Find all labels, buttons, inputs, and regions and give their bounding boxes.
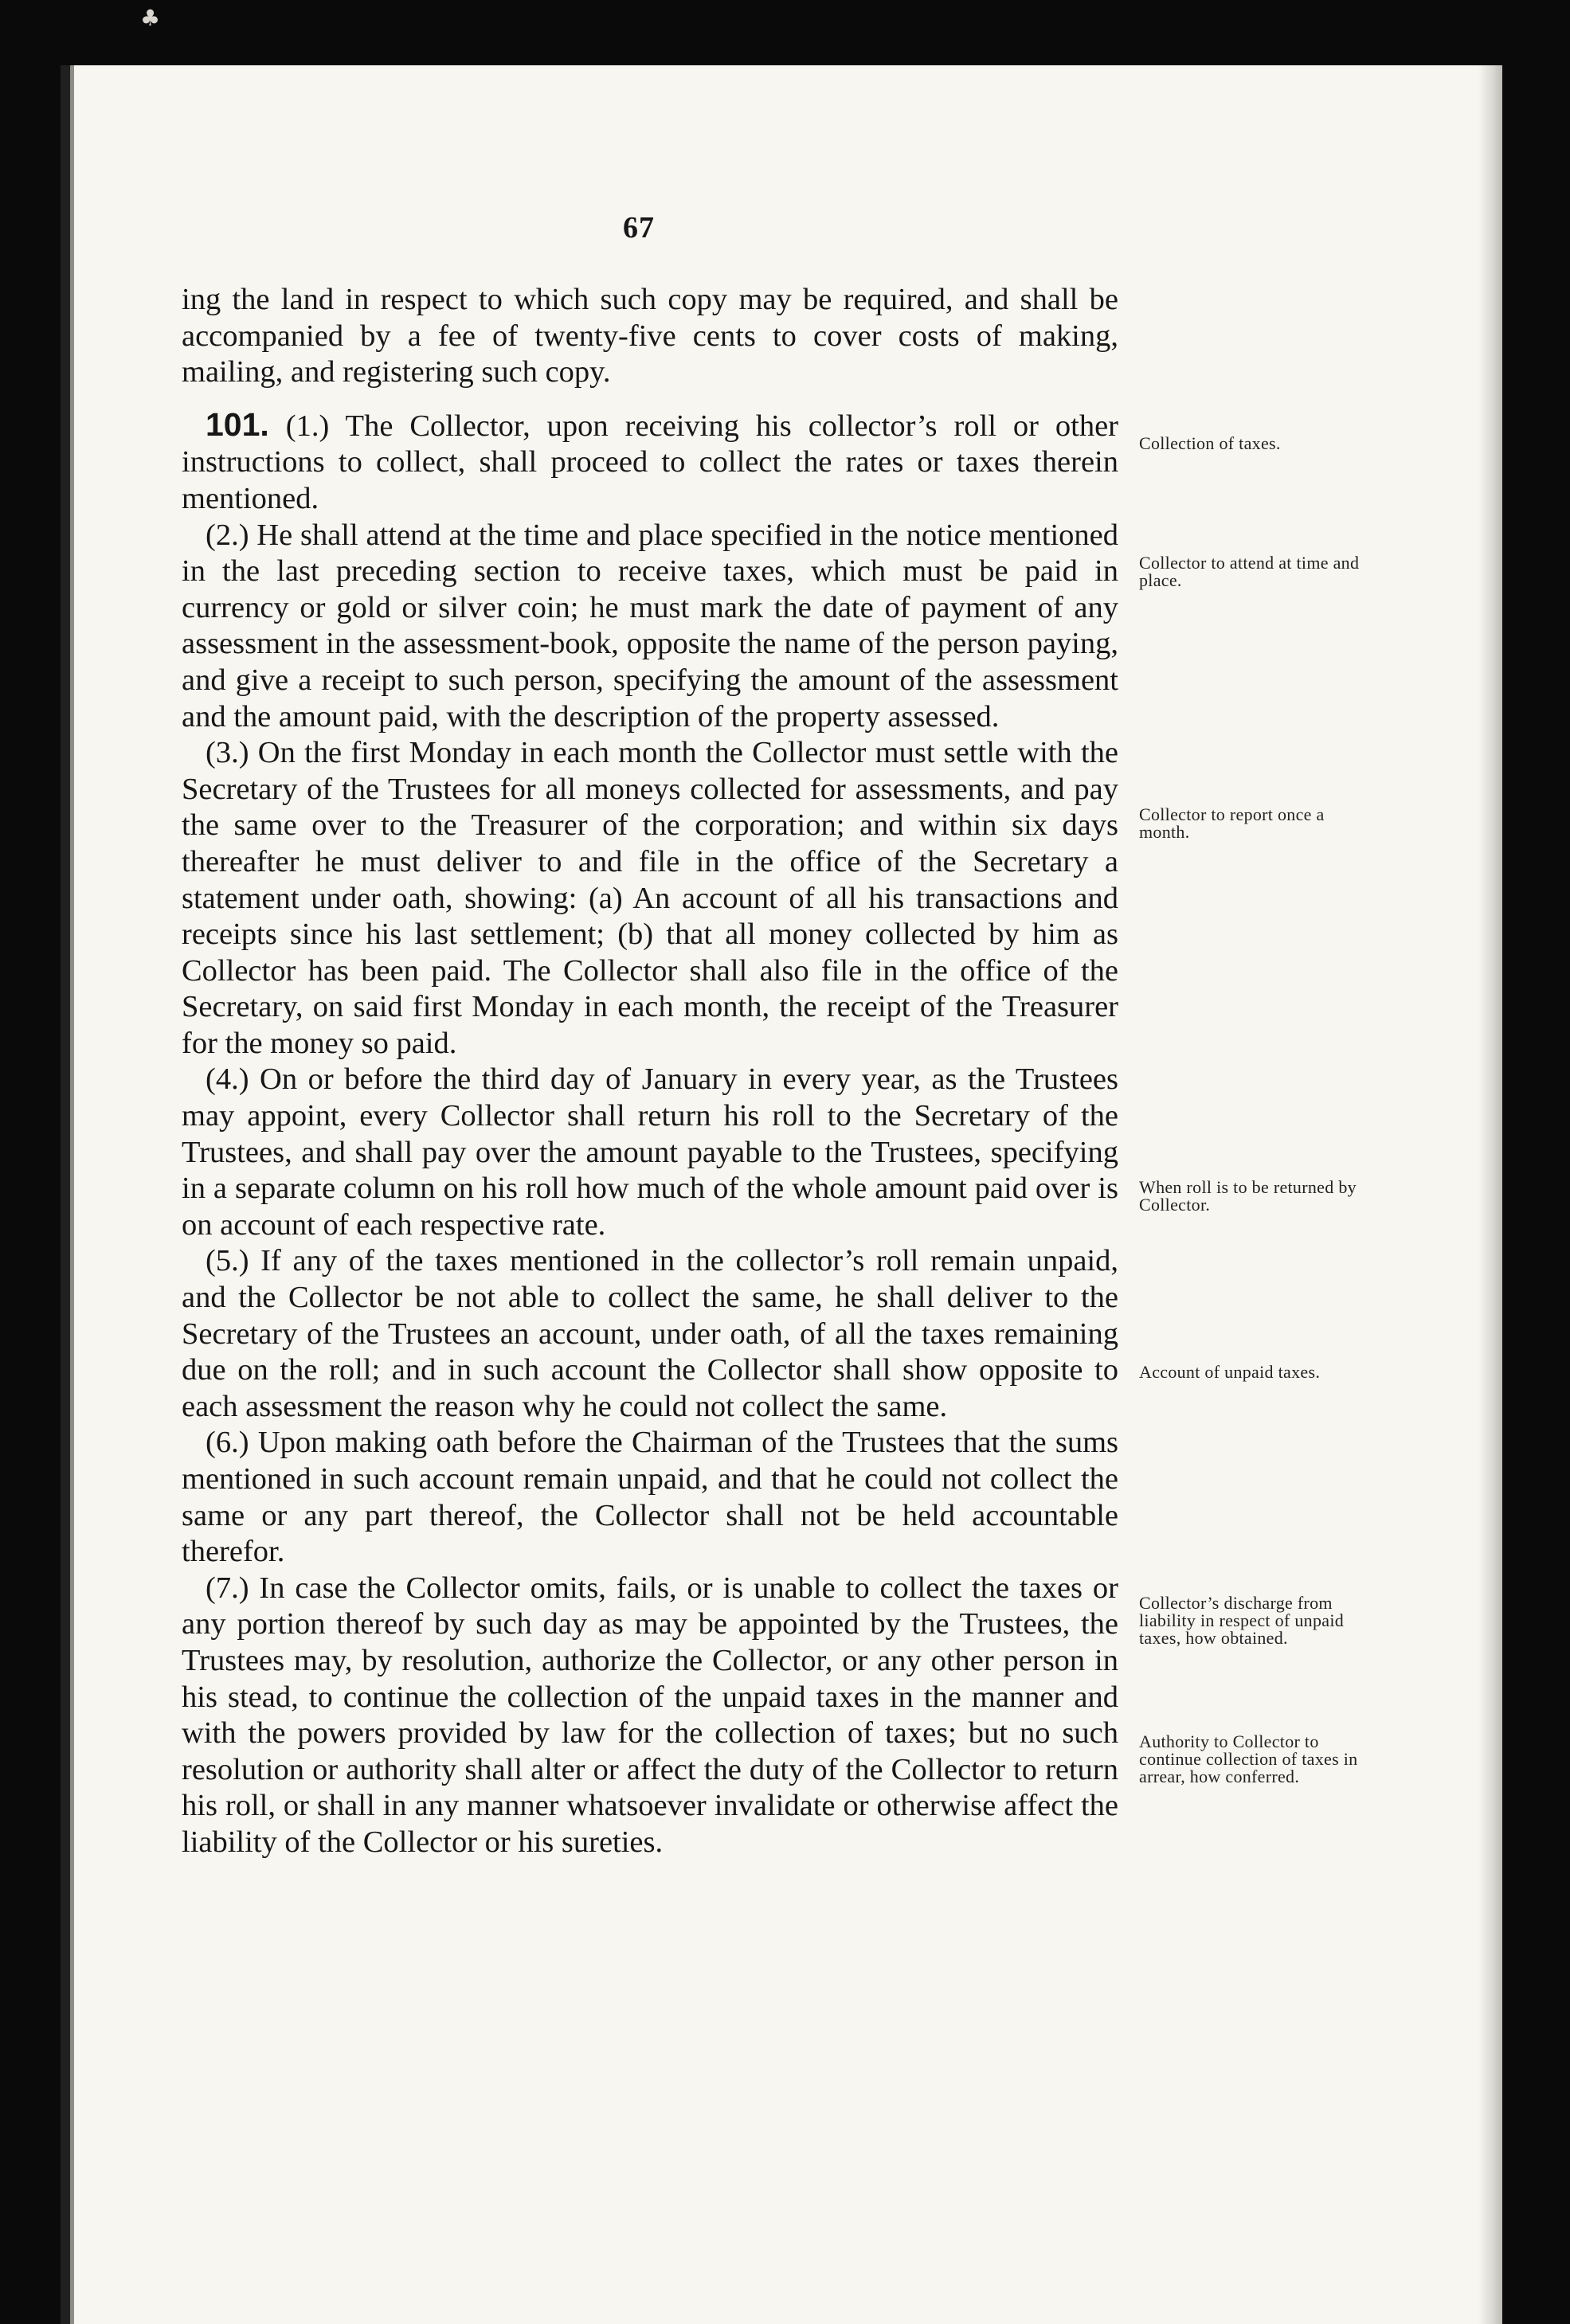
paragraph-subsection-7: (7.) In case the Collector omits, fails, or is unable to collect the taxes or any portion thereof by such day as may be appointed by the Trustees, the Trustees may, by resolution, authorize the Collector, or any other person in his stead, to continue the collection of the unpaid taxes in the manner and with the powers provided by law for the collection of taxes; but no such resolution or authority shall alter or affect the duty of the Collector to return his roll, or shall in any manner whatsoever invalidate or otherwise affect the liability of the Collector or his sureties. bbox=[182, 1571, 1118, 1859]
paragraph-text: (1.) The Collector, upon receiving his collector’s roll or other instructions to collect, shall proceed to collect the rates or taxes therein mentioned. bbox=[182, 409, 1119, 515]
margin-note-attend: Collector to attend at time and place. bbox=[1139, 553, 1360, 590]
section-number: 101. bbox=[206, 405, 269, 443]
paragraph-continuation: ing the land in respect to which such copy may be required, and shall be accompanied by a fee of twenty-five cents to cover costs of making, mailing, and registering such copy. bbox=[182, 283, 1118, 389]
paragraph-subsection-6: (6.) Upon making oath before the Chairman of the Trustees that the sums mentioned in such account remain unpaid, and that he could not collect the same or any part thereof, the Collector shall not be held accountable therefor. bbox=[182, 1426, 1118, 1569]
margin-note-report: Collector to report once a month. bbox=[1139, 804, 1325, 842]
margin-note-authority: Authority to Collector to continue collection of taxes in arrear, how conferred. bbox=[1139, 1731, 1358, 1786]
paragraph-subsection-5: (5.) If any of the taxes mentioned in the collector’s roll remain unpaid, and the Collector be not able to collect the same, he shall deliver to the Secretary of the Trustees an account, under oath, of all the taxes remaining due on the roll; and in such account the Collector shall show opposite to each assessment the reason why he could not collect the same. bbox=[182, 1244, 1118, 1423]
margin-note-roll-returned: When roll is to be returned by Collector. bbox=[1139, 1177, 1357, 1215]
margin-note-collection: Collection of taxes. bbox=[1139, 433, 1281, 453]
page-edge-shadow bbox=[1478, 65, 1502, 2324]
paragraph-subsection-2: (2.) He shall attend at the time and place specified in the notice mentioned in the last preceding section to receive taxes, which must be paid in currency or gold or silver coin; he must mark the date of payment of any assessment in the assessment-book, opposite the name of the person paying, and give a receipt to such person, specifying the amount of the assessment and the amount paid, with the description of the property assessed. bbox=[182, 518, 1118, 734]
book-page bbox=[61, 65, 1502, 2324]
paragraph-section-101-1 bbox=[182, 407, 1118, 518]
body-text bbox=[182, 282, 1118, 1861]
margin-note-unpaid: Account of unpaid taxes. bbox=[1139, 1362, 1321, 1382]
page-number: 67 bbox=[623, 211, 655, 245]
page-spine-shadow bbox=[70, 65, 74, 2324]
paragraph-subsection-3: (3.) On the first Monday in each month the Collector must settle with the Secretary of the Trustees for all moneys collected for assessments, and pay the same over to the Treasurer of the corporation; and within six days thereafter he must deliver to and file in the office of the Secretary a statement under oath, showing: (a) An account of all his transactions and receipts since his last settlement; (b) that all money collected by him as Collector has been paid. The Collector shall also file in the office of the Secretary, on said first Monday in each month, the receipt of the Treasurer for the money so paid. bbox=[182, 736, 1118, 1060]
paragraph-subsection-4: (4.) On or before the third day of January in every year, as the Trustees may appoint, every Collector shall return his roll to the Secretary of the Trustees, and shall pay over the amount payable to the Trustees, specifying in a separate column on his roll how much of the whole amount paid over is on account of each respective rate. bbox=[182, 1062, 1118, 1242]
scan-edge-mark: ♣ bbox=[140, 5, 161, 31]
margin-note-discharge: Collector’s discharge from liability in respect of unpaid taxes, how obtained. bbox=[1139, 1593, 1345, 1648]
